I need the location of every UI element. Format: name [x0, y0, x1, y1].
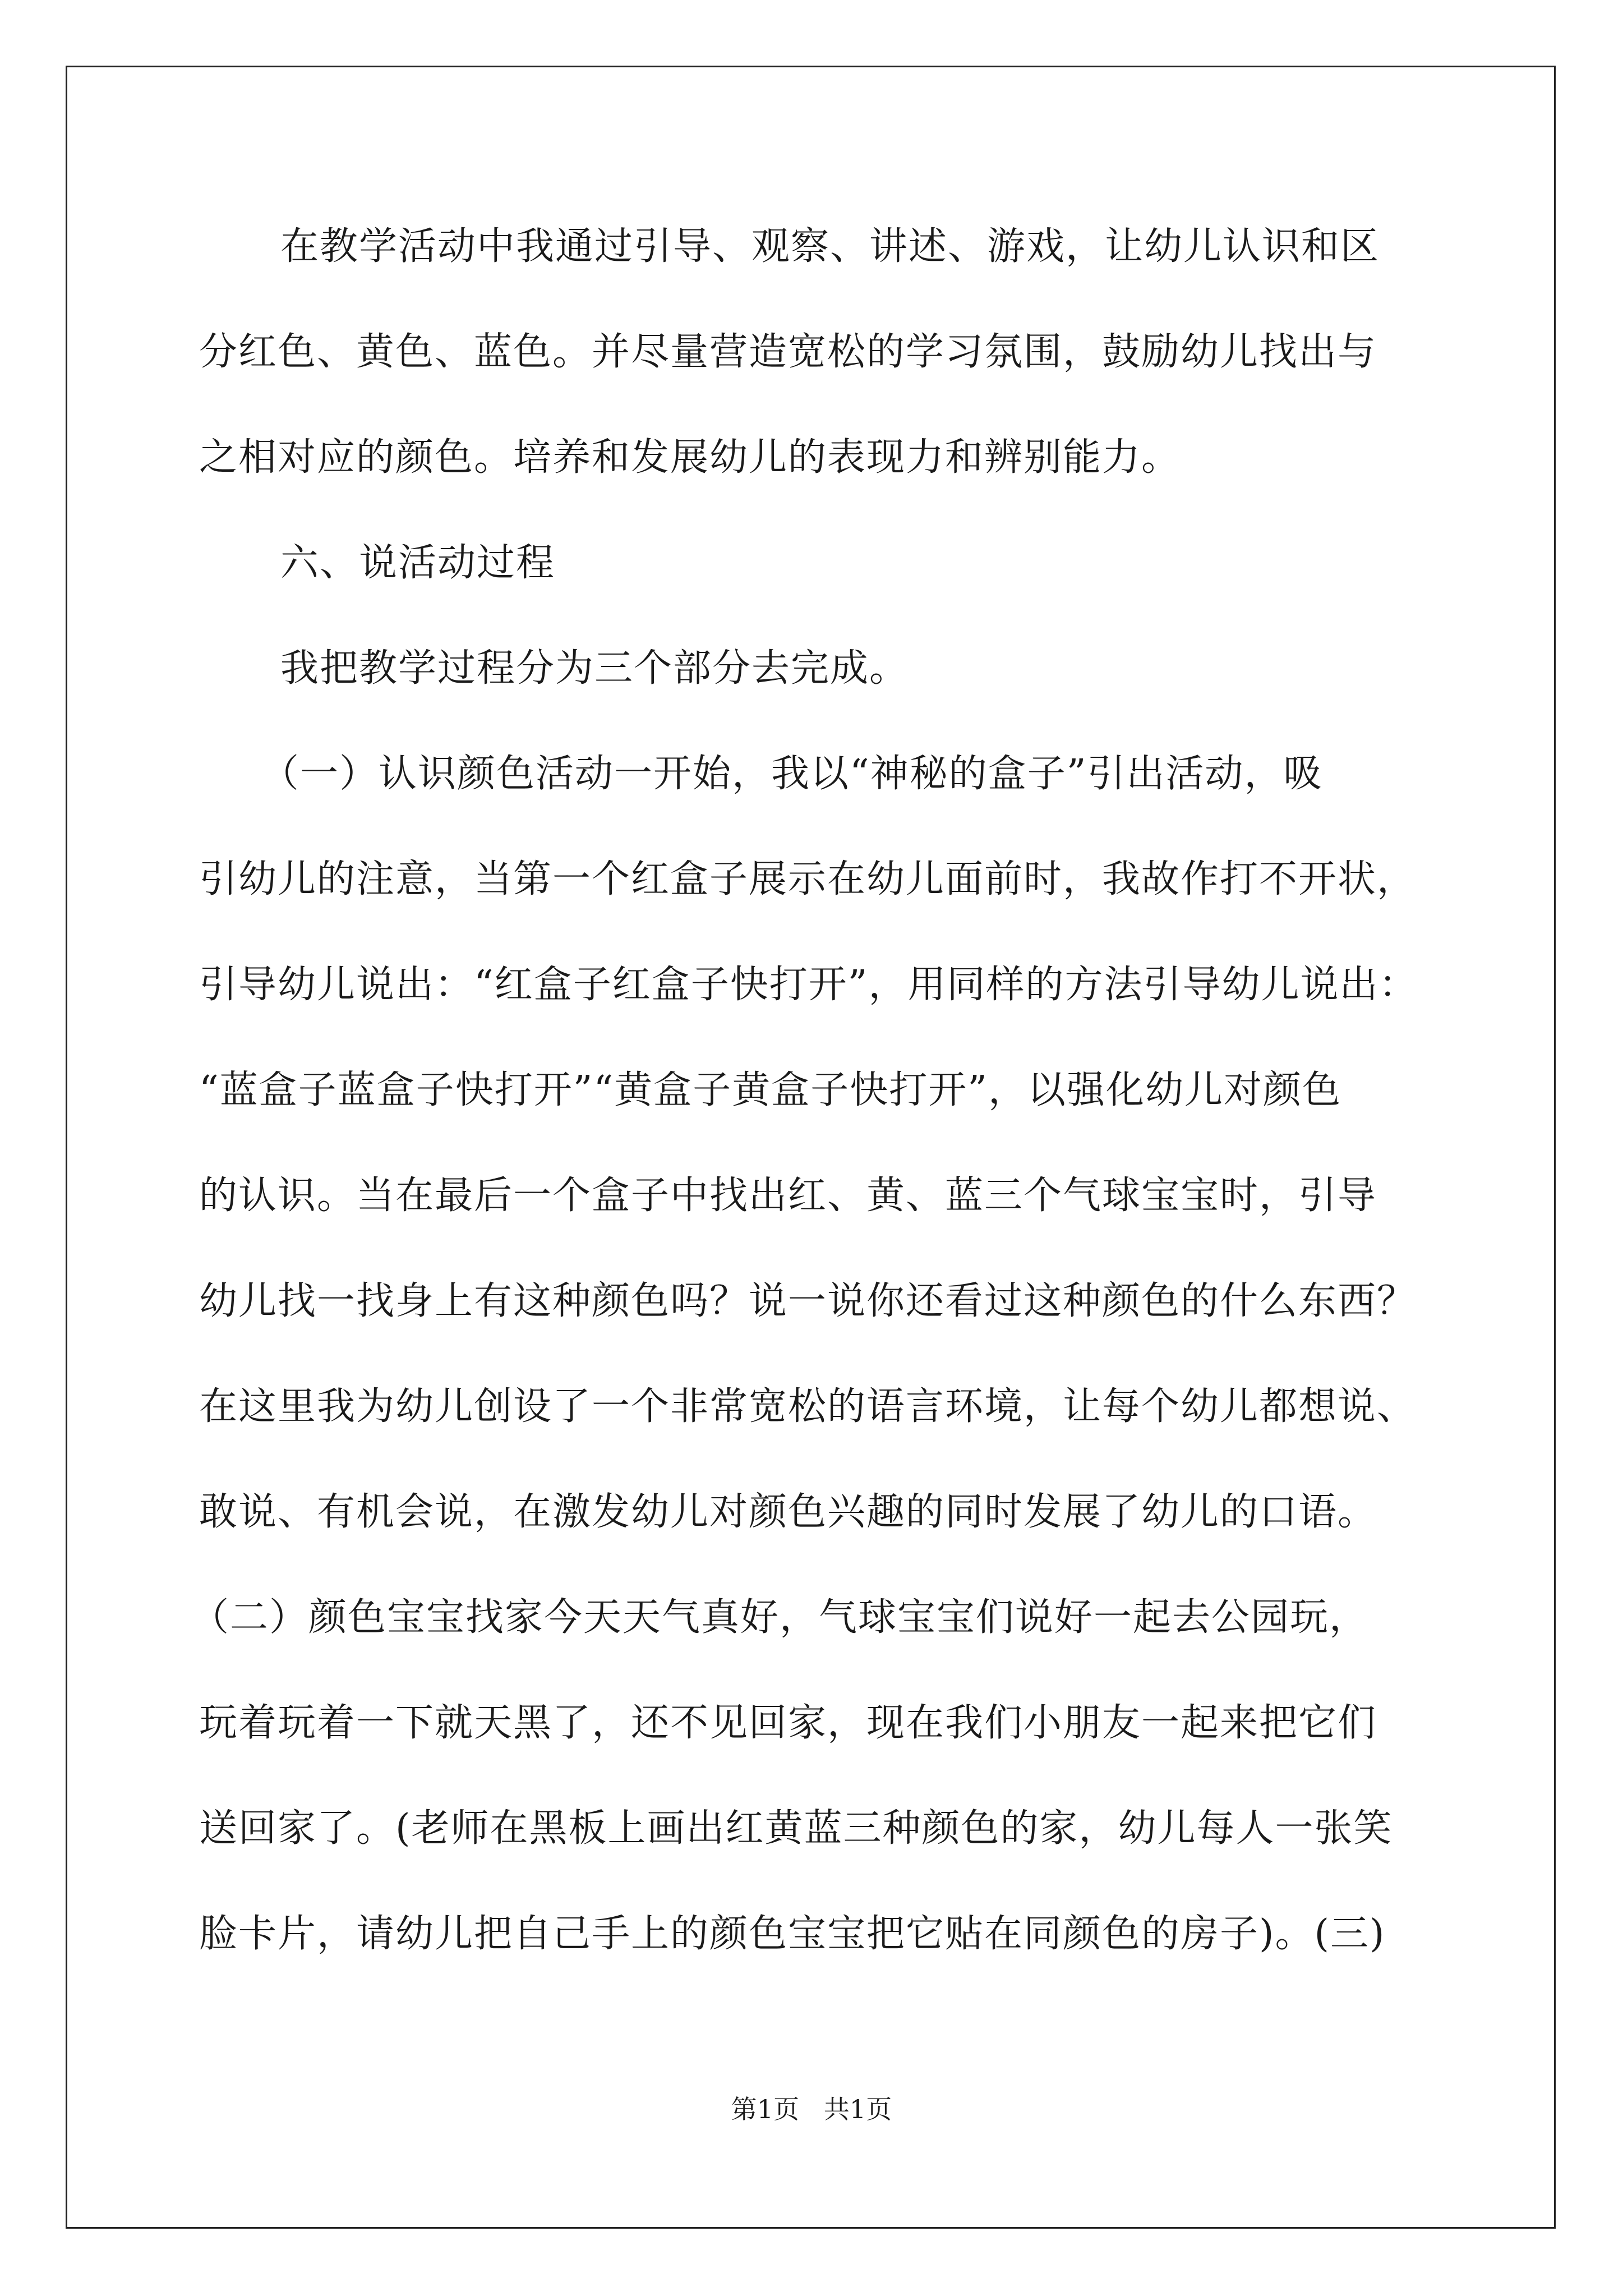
paragraph-line: 玩着玩着一下就天黑了，还不见回家，现在我们小朋友一起来把它们 — [199, 1701, 1377, 1745]
paragraph-line: 敢说、有机会说，在激发幼儿对颜色兴趣的同时发展了幼儿的口语。 — [199, 1490, 1377, 1534]
section-heading: 六、说活动过程 — [280, 541, 556, 585]
page-border — [66, 66, 1556, 2229]
paragraph-line: 分红色、黄色、蓝色。并尽量营造宽松的学习氛围，鼓励幼儿找出与 — [199, 330, 1377, 374]
paragraph-line: 幼儿找一找身上有这种颜色吗？说一说你还看过这种颜色的什么东西？ — [199, 1279, 1417, 1323]
paragraph-line: 引幼儿的注意，当第一个红盒子展示在幼儿面前时，我故作打不开状， — [199, 857, 1417, 901]
paragraph-line: “蓝盒子蓝盒子快打开”“黄盒子黄盒子快打开”，以强化幼儿对颜色 — [199, 1068, 1342, 1112]
paragraph-line: （一）认识颜色活动一开始，我以“神秘的盒子”引出活动，吸 — [261, 752, 1323, 796]
paragraph-line: 之相对应的颜色。培养和发展幼儿的表现力和辨别能力。 — [199, 435, 1181, 480]
paragraph-line: 在教学活动中我通过引导、观察、讲述、游戏，让幼儿认识和区 — [280, 224, 1380, 269]
paragraph-line: 送回家了。(老师在黑板上画出红黄蓝三种颜色的家，幼儿每人一张笑 — [199, 1806, 1393, 1851]
paragraph-line: 的认识。当在最后一个盒子中找出红、黄、蓝三个气球宝宝时，引导 — [199, 1174, 1377, 1218]
paragraph-line: 我把教学过程分为三个部分去完成。 — [280, 646, 909, 691]
paragraph-line: 在这里我为幼儿创设了一个非常宽松的语言环境，让每个幼儿都想说、 — [199, 1384, 1417, 1429]
paragraph-line: 引导幼儿说出：“红盒子红盒子快打开”，用同样的方法引导幼儿说出： — [199, 963, 1418, 1007]
paragraph-line: 脸卡片，请幼儿把自己手上的颜色宝宝把它贴在同颜色的房子)。(三) — [199, 1912, 1386, 1956]
paragraph-line: （二）颜色宝宝找家今天天气真好，气球宝宝们说好一起去公园玩， — [191, 1595, 1369, 1640]
page-footer: 第1页 共1页 — [731, 2094, 892, 2124]
